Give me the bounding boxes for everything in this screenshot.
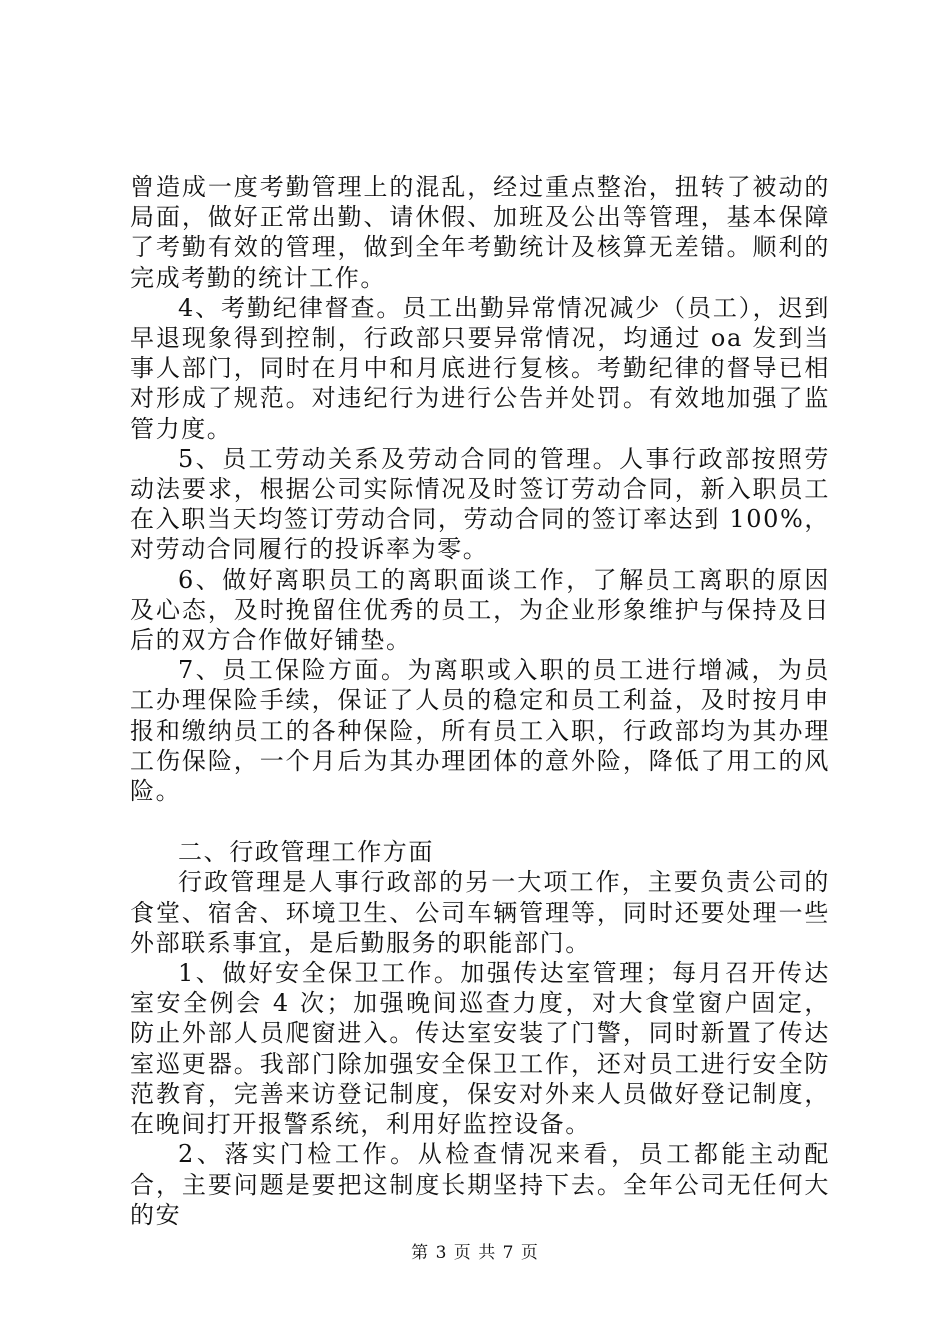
paragraph-security-work: 1、做好安全保卫工作。加强传达室管理；每月召开传达室安全例会 4 次；加强晚间巡查力度，对大食堂窗户固定，防止外部人员爬窗进入。传达室安装了门警，同时新置了传达室巡更器。我部门除加强安全保卫工作，还对员工进行安全防范教育，完善来访登记制度，保安对外来人员做好登记制度，在晚间打开报警系统，利用好监控设备。	[130, 959, 830, 1139]
paragraph-labor-contract: 5、员工劳动关系及劳动合同的管理。人事行政部按照劳动法要求，根据公司实际情况及时签订劳动合同，新入职员工在入职当天均签订劳动合同，劳动合同的签订率达到 100%，对劳动合同履行的投诉率为零。	[130, 444, 830, 564]
paragraph-attendance-discipline: 4、考勤纪律督查。员工出勤异常情况减少（员工），迟到早退现象得到控制，行政部只要异常情况，均通过 oa 发到当事人部门，同时在月中和月底进行复核。考勤纪律的督导已相对形成了规范。对违纪行为进行公告并处罚。有效地加强了监管力度。	[130, 293, 830, 443]
document-body	[130, 172, 830, 1230]
page-footer: 第 3 页 共 7 页	[411, 1243, 539, 1263]
paragraph-gate-inspection: 2、落实门检工作。从检查情况来看，员工都能主动配合，主要问题是要把这制度长期坚持下去。全年公司无任何大的安	[130, 1140, 830, 1229]
paragraph-exit-interview: 6、做好离职员工的离职面谈工作，了解员工离职的原因及心态，及时挽留住优秀的员工，为企业形象维护与保持及日后的双方合作做好铺垫。	[130, 565, 830, 655]
section-heading-administration: 二、行政管理工作方面	[178, 838, 434, 867]
paragraph-attendance-continued: 曾造成一度考勤管理上的混乱，经过重点整治，扭转了被动的局面，做好正常出勤、请休假、加班及公出等管理，基本保障了考勤有效的管理，做到全年考勤统计及核算无差错。顺利的完成考勤的统计工作。	[130, 173, 830, 292]
section-spacer	[130, 806, 830, 837]
paragraph-employee-insurance: 7、员工保险方面。为离职或入职的员工进行增减，为员工办理保险手续，保证了人员的稳定和员工利益，及时按月申报和缴纳员工的各种保险，所有员工入职，行政部均为其办理工伤保险，一个月后为其办理团体的意外险，降低了用工的风险。	[130, 656, 830, 806]
paragraph-administration-intro: 行政管理是人事行政部的另一大项工作，主要负责公司的食堂、宿舍、环境卫生、公司车辆管理等，同时还要处理一些外部联系事宜，是后勤服务的职能部门。	[130, 868, 830, 957]
